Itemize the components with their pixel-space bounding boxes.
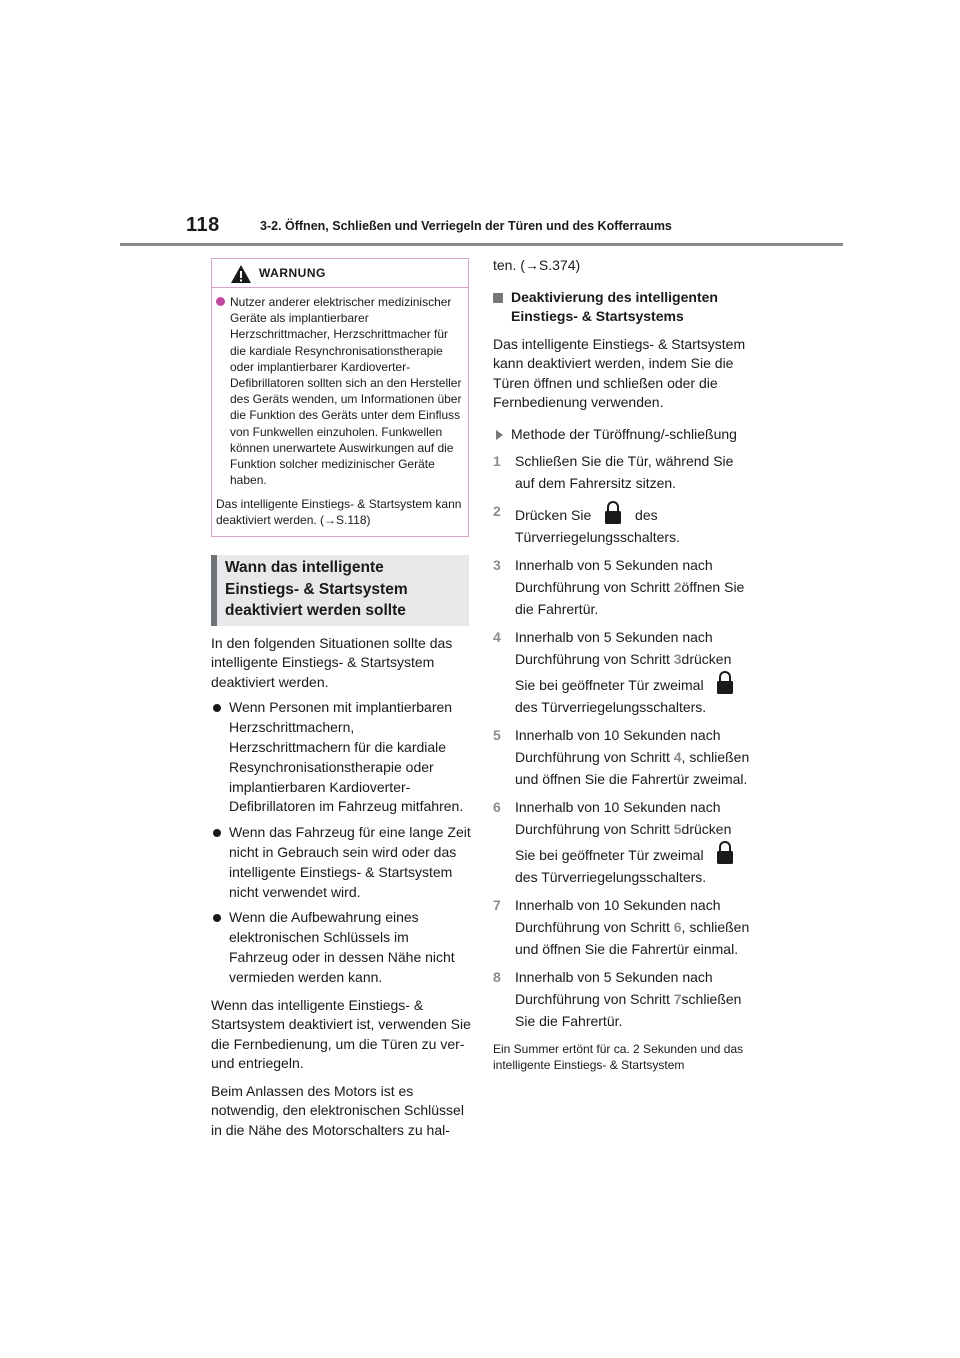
bullet-icon	[213, 704, 221, 712]
step-reference: 5	[673, 821, 682, 837]
square-bullet-icon	[493, 293, 503, 303]
subsection-heading	[493, 288, 755, 327]
header-rule	[120, 243, 843, 246]
step-text-end: des Türverriegelungsschalters.	[515, 869, 707, 885]
step-text-end: des Türverriegelungsschalters.	[515, 699, 707, 715]
step-number: 5	[493, 727, 501, 743]
warning-label: WARNUNG	[259, 266, 326, 280]
step-reference: 2	[673, 579, 682, 595]
footnote: Ein Summer ertönt für ca. 2 Sekunden und das intelligente Einstiegs- & Startsystem	[493, 1042, 744, 1072]
step-number: 1	[493, 453, 501, 469]
step-number: 4	[493, 629, 501, 645]
step-text: Innerhalb von 10 Sekunden nach Durchführung von Schritt	[515, 897, 721, 935]
bullet-text: Wenn Personen mit implantierbaren Herzschrittmachern, Herzschrittmachern für die kardiale Resynchronisationstherapie oder implantierbaren Kardioverter-Defibrillatoren im Fahrzeug mitfahren.	[229, 699, 464, 815]
right-column	[493, 256, 755, 1073]
warning-item	[216, 294, 462, 488]
bullet-icon	[213, 914, 221, 922]
step-item	[493, 966, 755, 1032]
step-text-end: schließen Sie die Fahrertür.	[515, 991, 742, 1029]
step-item	[493, 894, 755, 960]
step-item	[493, 626, 755, 718]
lock-switch-icon	[715, 840, 735, 866]
method-text: Methode der Türöffnung/-schließung	[511, 425, 737, 442]
section-heading-box	[211, 555, 469, 626]
lock-switch-icon	[715, 670, 735, 696]
step-text: Innerhalb von 5 Sekunden nach Durchführung von Schritt	[515, 969, 713, 1007]
step-text: Innerhalb von 10 Sekunden nach Durchführung von Schritt	[515, 799, 721, 837]
warning-box	[211, 258, 469, 537]
warning-body	[212, 288, 468, 536]
bullet-icon	[213, 829, 221, 837]
step-item	[493, 554, 755, 620]
step-text-end: , schließen und öffnen Sie die Fahrertür einmal.	[515, 919, 750, 957]
step-reference: 3	[673, 651, 682, 667]
warning-triangle-icon	[230, 264, 252, 284]
warning-bullet-icon	[216, 297, 225, 306]
step-reference: 4	[673, 749, 682, 765]
list-item	[211, 698, 471, 817]
step-text-mid: drücken Sie bei geöffneter Tür zweimal	[515, 821, 732, 863]
triangle-bullet-icon	[496, 430, 503, 440]
warning-note: Das intelligente Einstiegs- & Startsystem kann deaktiviert werden. (→S.118)	[216, 497, 462, 528]
step-reference: 6	[673, 919, 682, 935]
step-text: Innerhalb von 5 Sekunden nach Durchführung von Schritt	[515, 557, 713, 595]
step-item	[493, 500, 755, 548]
step-number: 7	[493, 897, 501, 913]
intro-paragraph: In den folgenden Situationen sollte das intelligente Einstiegs- & Startsystem deaktiviert werden.	[211, 634, 453, 690]
step-text: Schließen Sie die Tür, während Sie auf dem Fahrersitz sitzen.	[515, 453, 734, 491]
remote-paragraph: Wenn das intelligente Einstiegs- & Startsystem deaktiviert ist, verwenden Sie die Fernbedienung, um die Türen zu ver- und entriegeln.	[211, 996, 471, 1072]
continuation-text: ten. (→S.374)	[493, 257, 581, 273]
step-text-end: öffnen Sie die Fahrertür.	[515, 579, 745, 617]
bullet-text: Wenn das Fahrzeug für eine lange Zeit nicht in Gebrauch sein wird oder das intelligente Einstiegs- & Startsystem nicht verwendet wird.	[229, 824, 471, 900]
bullet-text: Wenn die Aufbewahrung eines elektronischen Schlüssels im Fahrzeug oder in dessen Nähe nicht vermieden werden kann.	[229, 909, 455, 985]
step-text: Innerhalb von 5 Sekunden nach Durchführung von Schritt	[515, 629, 713, 667]
step-item	[493, 796, 755, 888]
step-text: Drücken Sie	[515, 507, 592, 523]
lock-switch-icon	[603, 500, 623, 526]
step-number: 3	[493, 557, 501, 573]
step-reference: 7	[673, 991, 682, 1007]
subsection-intro: Das intelligente Einstiegs- & Startsystem kann deaktiviert werden, indem Sie die Türen öffnen und schließen oder die Fernbedienung verwenden.	[493, 335, 746, 410]
warning-item-text: Nutzer anderer elektrischer medizinischer Geräte als implantierbarer Herzschrittmacher, Herzschrittmacher für die kardiale Resynchronisationstherapie oder implantierbarer Kardioverter-Defibrillatoren sollten sich an den Hersteller des Geräts wenden, um Informationen über die Funktion des Geräts unter dem Einfluss von Funkwellen einzuholen. Funkwellen können unerwartete Auswirkungen auf die Funktion solcher medizinischer Geräte haben.	[230, 295, 462, 488]
engine-start-paragraph: Beim Anlassen des Motors ist es notwendig, den elektronischen Schlüssel in die Nähe des Motorschalters zu hal-	[211, 1082, 464, 1138]
subsection-title: Deaktivierung des intelligenten Einstiegs- & Startsystems	[511, 288, 718, 324]
list-item	[211, 908, 471, 987]
list-item	[211, 823, 471, 902]
step-text-end: , schließen und öffnen Sie die Fahrertür zweimal.	[515, 749, 750, 787]
warning-header	[212, 259, 468, 288]
step-item	[493, 724, 755, 790]
left-column	[211, 258, 471, 1140]
method-heading	[493, 425, 755, 445]
section-title: Wann das intelligente Einstiegs- & Startsystem deaktiviert werden sollte	[225, 559, 408, 620]
step-text-mid: drücken Sie bei geöffneter Tür zweimal	[515, 651, 732, 693]
page-number: 118	[186, 214, 220, 236]
step-item	[493, 450, 755, 494]
chapter-title: 3-2. Öffnen, Schließen und Verriegeln der Türen und des Kofferraums	[260, 219, 672, 233]
step-text: Innerhalb von 10 Sekunden nach Durchführung von Schritt	[515, 727, 721, 765]
step-number: 8	[493, 969, 501, 985]
step-number: 6	[493, 799, 501, 815]
step-number: 2	[493, 503, 501, 519]
step-text-end: des Türverriegelungsschalters.	[515, 507, 680, 545]
